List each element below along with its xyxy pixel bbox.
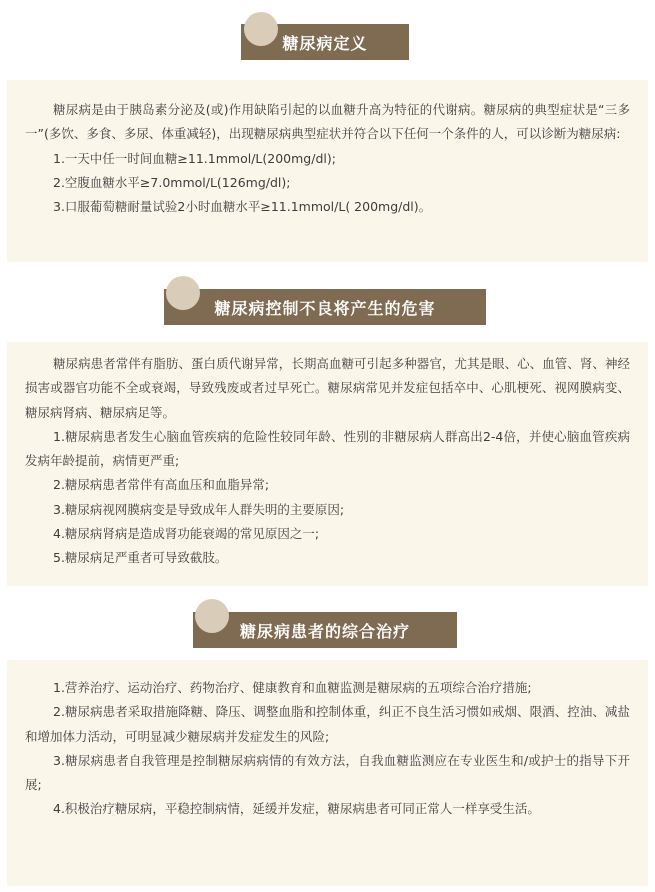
section-2-item: 4.糖尿病肾病是造成肾功能衰竭的常见原因之一;	[53, 526, 320, 542]
section-1-item: 1.一天中任一时间血糖≥11.1mmol/L(200mg/dl);	[53, 150, 336, 166]
section-3-item: 1.营养治疗、运动治疗、药物治疗、健康教育和血糖监测是糖尿病的五项综合治疗措施;	[53, 680, 532, 695]
section-1-panel	[7, 80, 648, 262]
section-1-paragraph: 糖尿病是由于胰岛素分泌及(或)作用缺陷引起的以血糖升高为特征的代谢病。糖尿病的典型症状是“三多一”(多饮、多食、多尿、体重减轻)，出现糖尿病典型症状并符合以下任何一个条件的人，可以诊断为糖尿病:	[25, 102, 630, 142]
section-2-paragraph: 糖尿病患者常伴有脂肪、蛋白质代谢异常，长期高血糖可引起多种器官，尤其是眼、心、血管、肾、神经损害或器官功能不全或衰竭，导致残废或者过早死亡。糖尿病常见并发症包括卒中、心肌梗死、视网膜病变、糖尿病肾病、糖尿病足等。	[25, 356, 630, 420]
section-2-title: 糖尿病控制不良将产生的危害	[164, 289, 486, 325]
section-2-item: 5.糖尿病足严重者可导致截肢。	[53, 550, 228, 566]
section-1-title: 糖尿病定义	[241, 24, 409, 60]
section-1-item: 3.口服葡萄糖耐量试验2小时血糖水平≥11.1mmol/L( 200mg/dl)。	[53, 199, 432, 215]
section-2-item: 1.糖尿病患者发生心脑血管疾病的危险性较同年龄、性别的非糖尿病人群高出2-4倍，并使心脑血管疾病发病年龄提前，病情更严重;	[25, 428, 630, 469]
section-3-item: 2.糖尿病患者采取措施降糖、降压、调整血脂和控制体重，纠正不良生活习惯如戒烟、限酒、控油、减盐和增加体力活动，可明显减少糖尿病并发症发生的风险;	[25, 704, 630, 744]
section-3-panel	[7, 660, 648, 886]
section-3-title: 糖尿病患者的综合治疗	[193, 612, 457, 648]
section-1-title-decoration	[244, 12, 278, 46]
section-2-panel	[7, 342, 648, 586]
section-2-item: 2.糖尿病患者常伴有高血压和血脂异常;	[53, 477, 270, 493]
section-3-title-decoration	[195, 599, 229, 633]
section-1-item: 2.空腹血糖水平≥7.0mmol/L(126mg/dl);	[53, 174, 291, 190]
section-2-item: 3.糖尿病视网膜病变是导致成年人群失明的主要原因;	[53, 501, 345, 517]
section-2-title-decoration	[166, 276, 200, 310]
section-3-item: 4.积极治疗糖尿病，平稳控制病情，延缓并发症，糖尿病患者可同正常人一样享受生活。	[53, 801, 540, 817]
section-3-item: 3.糖尿病患者自我管理是控制糖尿病病情的有效方法，自我血糖监测应在专业医生和/或护士的指导下开展;	[25, 752, 630, 793]
